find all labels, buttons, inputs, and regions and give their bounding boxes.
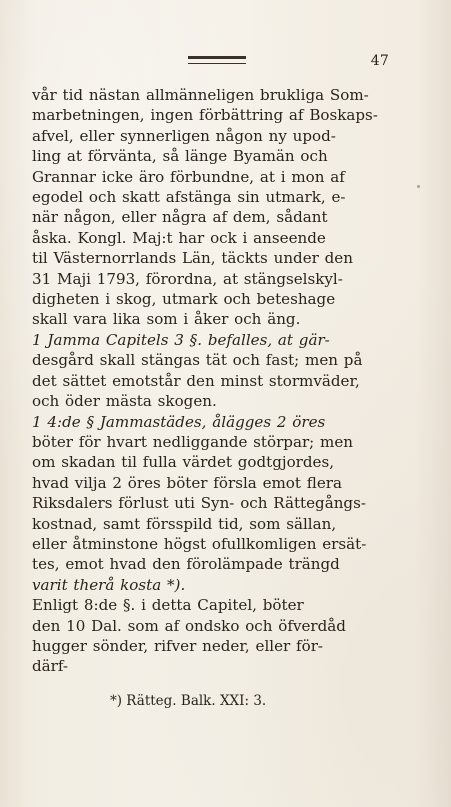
body-line: Grannar icke äro förbundne, at i mon af xyxy=(32,167,345,186)
body-line: den 10 Dal. som af ondsko och öfverdåd xyxy=(32,616,346,635)
body-line: tes, emot hvad den förolämpade trängd xyxy=(32,555,340,574)
body-line: därf- xyxy=(32,657,69,676)
body-line: til Västernorrlands Län, täckts under den xyxy=(32,249,353,268)
body-text xyxy=(32,85,388,677)
footnote: *) Rätteg. Balk. XXI: 3. xyxy=(110,693,267,709)
body-line: när någon, eller några af dem, sådant xyxy=(32,208,328,227)
body-line: hugger sönder, rifver neder, eller för- xyxy=(32,636,324,655)
body-line: 31 Maji 1793, förordna, at stängselskyl- xyxy=(32,269,343,288)
header-rule xyxy=(188,56,246,64)
page-number: 47 xyxy=(370,53,389,69)
paper-speck xyxy=(417,185,420,188)
body-line: varit therå kosta *). xyxy=(32,575,186,594)
body-line: böter för hvart nedliggande störpar; men xyxy=(32,432,354,451)
body-line: vår tid nästan allmänneligen brukliga Som- xyxy=(32,86,369,104)
body-line: afvel, eller synnerligen någon ny upod- xyxy=(32,126,336,145)
body-line: Riksdalers förlust uti Syn- och Rättegångs- xyxy=(32,494,366,513)
body-line: digheten i skog, utmark och beteshage xyxy=(32,290,336,309)
body-line: eller åtminstone högst ofullkomligen ersät- xyxy=(32,534,367,553)
body-line: desgård skall stängas tät och fast; men på xyxy=(32,351,363,370)
body-line: skall vara lika som i åker och äng. xyxy=(32,310,301,329)
body-line: det sättet emotstår den minst stormväder, xyxy=(32,371,360,390)
body-line: hvad vilja 2 öres böter försla emot flera xyxy=(32,473,342,492)
body-line: 1 Jamma Capitels 3 §. befalles, at gär- xyxy=(32,330,330,349)
body-line: marbetningen, ingen förbättring af Boskaps- xyxy=(32,106,378,125)
body-line: om skadan til fulla värdet godtgjordes, xyxy=(32,453,335,472)
body-line: åska. Kongl. Maj:t har ock i anseende xyxy=(32,228,326,247)
body-line: Enligt 8:de §. i detta Capitel, böter xyxy=(32,596,304,615)
body-line: och öder mästa skogen. xyxy=(32,392,217,411)
body-line: 1 4:de § Jammastädes, ålägges 2 öres xyxy=(32,412,326,431)
body-line: kostnad, samt försspild tid, som sällan, xyxy=(32,514,337,533)
body-line: egodel och skatt afstänga sin utmark, e- xyxy=(32,188,346,207)
body-line: ling at förvänta, så länge Byamän och xyxy=(32,147,328,166)
